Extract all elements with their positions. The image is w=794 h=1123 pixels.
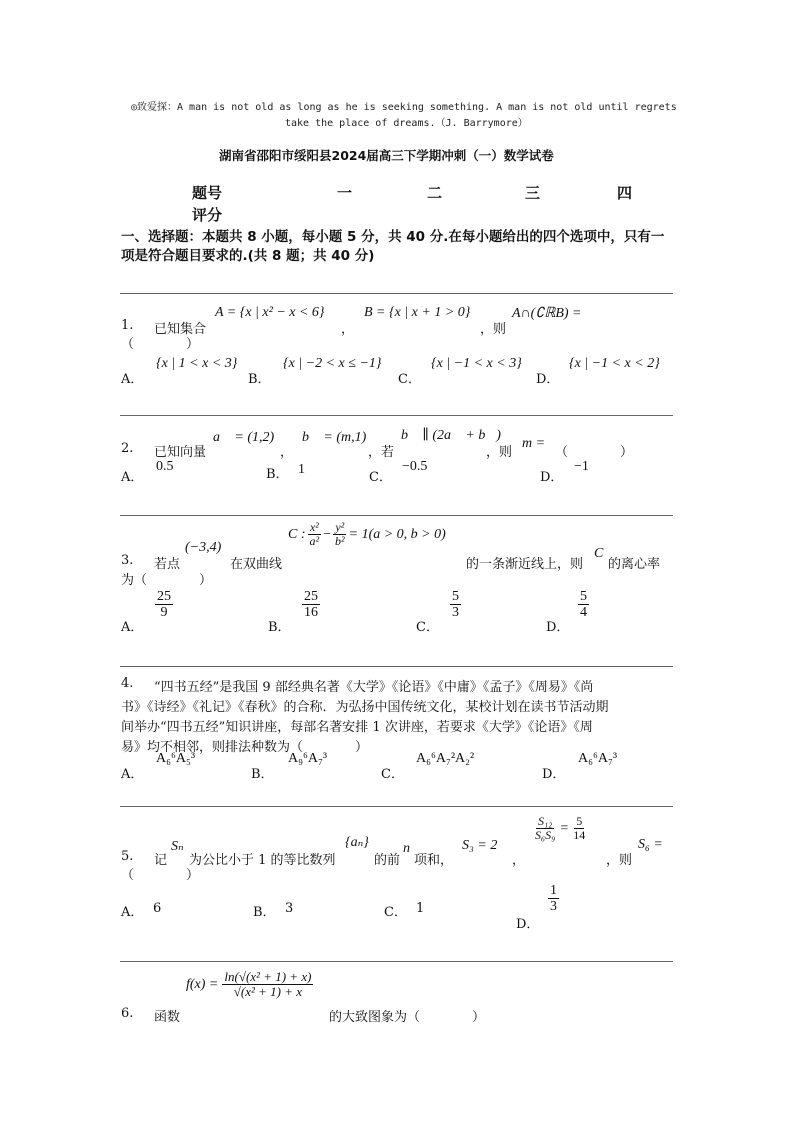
divider xyxy=(120,961,673,962)
option-b-label: B． xyxy=(251,767,274,782)
divider xyxy=(120,515,673,516)
score-table-col-3: 三 xyxy=(525,184,541,202)
option-a-value: {x | 1 < x < 3} xyxy=(156,356,238,371)
divider xyxy=(120,666,673,667)
unknown-m: m = xyxy=(522,436,546,451)
function-definition xyxy=(186,970,313,1000)
exam-title: 湖南省邵阳市绥阳县2024届高三下学期冲刺（一）数学试卷 xyxy=(219,148,554,163)
numerator: 25 xyxy=(304,589,318,604)
option-a-value: 0.5 xyxy=(156,459,174,474)
sequence-symbol: {aₙ} xyxy=(345,835,369,850)
ratio-fraction xyxy=(533,815,557,842)
option-c-value: A₆⁶A₇²A₂² xyxy=(416,751,475,766)
question-stem: 函数 xyxy=(154,1010,181,1025)
answer-blank: （ ） xyxy=(121,337,200,352)
option-d-value xyxy=(578,589,589,621)
question-text-line-1: “四书五经”是我国 9 部经典名著《大学》《论语》《中庸》《孟子》《周易》《尚 xyxy=(154,680,594,695)
divider xyxy=(120,293,673,294)
option-d-value: {x | −1 < x < 2} xyxy=(569,356,660,371)
numerator: 1 xyxy=(550,883,557,898)
question-stem: ，则 xyxy=(606,853,633,868)
option-a-value: 6 xyxy=(153,901,162,916)
numerator: 5 xyxy=(580,589,587,604)
option-b-value: 3 xyxy=(285,901,294,916)
option-d-value xyxy=(548,883,559,915)
question-stem: ，则 xyxy=(486,445,513,460)
set-b-expression: B = {x | x + 1 > 0} xyxy=(364,305,471,320)
numerator: ln(√(x² + 1) + x) xyxy=(224,969,312,984)
question-number: 2. xyxy=(121,441,134,456)
option-a-label: A． xyxy=(121,767,144,782)
denominator: 16 xyxy=(304,605,318,621)
score-table-col-2: 二 xyxy=(427,184,443,202)
target-s6: S₆ = xyxy=(638,837,663,852)
question-stem: ，若 xyxy=(368,445,395,460)
question-stem: 已知向量 xyxy=(154,445,207,460)
answer-blank: （ ） xyxy=(121,868,200,883)
denominator: 14 xyxy=(573,828,586,843)
question-number: 1. xyxy=(121,318,134,333)
sum-symbol: Sₙ xyxy=(171,839,184,854)
option-a-label: A． xyxy=(121,620,144,635)
question-text-line-3: 间举办“四书五经”知识讲座，每部名著安排 1 次讲座，若要求《大学》《论语》《周 xyxy=(121,720,593,735)
equals-sign: = xyxy=(560,820,569,836)
y-squared: y² xyxy=(335,520,345,534)
function-fraction xyxy=(222,970,313,1000)
curve-name: C xyxy=(594,546,604,561)
question-stem: 的前 xyxy=(374,853,401,868)
section-1-line-2: 项是符合题目要求的.(共 8 题；共 40 分) xyxy=(121,248,375,264)
option-d-label: D． xyxy=(542,767,566,782)
question-stem: 项和， xyxy=(414,853,454,868)
option-d-value: −1 xyxy=(574,459,589,474)
denominator: 3 xyxy=(452,605,459,621)
option-b-value: {x | −2 < x ≤ −1} xyxy=(283,356,382,371)
option-d-label: D． xyxy=(540,470,564,485)
option-a-value: A₆⁶A₅³ xyxy=(156,751,196,766)
numerator: 5 xyxy=(452,589,459,604)
separator: ， xyxy=(341,322,355,337)
minus-sign: − xyxy=(323,526,332,542)
question-stem: 在双曲线 xyxy=(230,557,283,572)
vector-b: b⃗ = (m,1) xyxy=(302,430,367,445)
numerator: S₁₂ xyxy=(538,814,553,828)
score-table-header-label: 题号 xyxy=(192,184,223,202)
b-squared: b² xyxy=(335,534,345,549)
score-table-col-4: 四 xyxy=(617,184,633,202)
option-c-label: C． xyxy=(398,372,421,387)
question-number: 4. xyxy=(121,676,134,691)
option-b-label: B． xyxy=(253,905,276,920)
option-d-label: D． xyxy=(546,620,570,635)
score-table-col-1: 一 xyxy=(337,184,353,202)
option-d-value: A₆⁶A₇³ xyxy=(578,751,618,766)
option-b-label: B． xyxy=(266,467,289,482)
option-c-label: C． xyxy=(369,470,392,485)
option-a-value xyxy=(155,589,173,621)
divider xyxy=(120,806,673,807)
ratio-value xyxy=(571,815,587,842)
option-b-label: B． xyxy=(268,620,291,635)
motto-line-1: ◎致爱探：A man is not old as long as he is seeking something. A man is not old until regrets xyxy=(131,102,677,113)
set-a-expression: A = {x | x² − x < 6} xyxy=(215,305,325,320)
question-number: 5. xyxy=(121,849,134,864)
numerator: 5 xyxy=(576,814,583,828)
target-expression: A∩(∁ℝB) = xyxy=(512,306,582,321)
denominator: √(x² + 1) + x xyxy=(233,984,303,1000)
motto-line-2: take the place of dreams.（J. Barrymore） xyxy=(285,118,528,129)
option-b-value xyxy=(302,589,320,621)
s3-condition: S₃ = 2 xyxy=(462,838,498,853)
ratio-condition xyxy=(533,815,587,842)
question-stem: 已知集合 xyxy=(154,322,207,337)
question-stem: 的一条渐近线上，则 xyxy=(466,557,584,572)
option-a-label: A． xyxy=(121,372,144,387)
option-b-label: B． xyxy=(248,372,271,387)
option-c-label: C． xyxy=(416,620,439,635)
divider xyxy=(120,415,673,416)
option-a-label: A． xyxy=(121,470,144,485)
option-b-value: A₉⁶A₇³ xyxy=(288,751,328,766)
x-fraction xyxy=(308,521,322,548)
denominator: S₆S₉ xyxy=(535,828,556,843)
option-c-label: C． xyxy=(384,905,407,920)
answer-blank: （ ） xyxy=(555,445,634,460)
x-squared: x² xyxy=(309,520,319,534)
option-c-value xyxy=(450,589,461,621)
function-name: f(x) = xyxy=(186,976,219,992)
question-text-line-4: 易》均不相邻，则排法种数为（ ） xyxy=(121,740,369,755)
question-stem: 的离心率 xyxy=(608,557,661,572)
question-stem: 为公比小于 1 的等比数列 xyxy=(189,853,336,868)
option-d-label: D． xyxy=(516,917,540,932)
denominator: 9 xyxy=(160,605,168,621)
n-symbol: n xyxy=(403,841,410,856)
question-number: 3. xyxy=(121,553,134,568)
a-squared: a² xyxy=(309,534,320,549)
question-number: 6. xyxy=(121,1006,134,1021)
question-text-line-2: 书》《诗经》《礼记》《春秋》的合称．为弘扬中国传统文化，某校计划在读书节活动期 xyxy=(121,700,609,715)
curve-prefix: C : xyxy=(288,526,306,542)
vector-a: a⃗ = (1,2) xyxy=(213,430,275,445)
separator: ， xyxy=(512,853,526,868)
option-d-label: D． xyxy=(536,372,560,387)
question-stem: 若点 xyxy=(154,557,181,572)
denominator: 3 xyxy=(550,899,557,915)
option-a-label: A． xyxy=(121,905,144,920)
option-b-value: 1 xyxy=(298,462,305,477)
curve-suffix: = 1(a > 0, b > 0) xyxy=(348,526,446,542)
answer-blank: 为（ ） xyxy=(121,573,213,588)
score-table-row-label: 评分 xyxy=(192,206,223,224)
question-stem: 记 xyxy=(154,853,168,868)
question-stem: ，则 xyxy=(480,322,507,337)
option-c-label: C． xyxy=(381,767,404,782)
hyperbola-equation xyxy=(288,521,446,548)
denominator: 4 xyxy=(580,605,587,621)
option-c-value: {x | −1 < x < 3} xyxy=(431,356,522,371)
option-c-value: 1 xyxy=(416,901,425,916)
separator: ， xyxy=(280,445,294,460)
y-fraction xyxy=(333,521,347,548)
parallel-condition: b⃗ ∥ (2a⃗ + b⃗) xyxy=(401,428,501,443)
numerator: 25 xyxy=(157,589,171,604)
option-c-value: −0.5 xyxy=(402,459,428,474)
section-1-line-1: 一、选择题：本题共 8 小题，每小题 5 分，共 40 分.在每小题给出的四个选项中，只有一 xyxy=(121,229,665,245)
question-stem: 的大致图象为（ ） xyxy=(329,1010,486,1025)
point: (−3,4) xyxy=(185,540,222,555)
